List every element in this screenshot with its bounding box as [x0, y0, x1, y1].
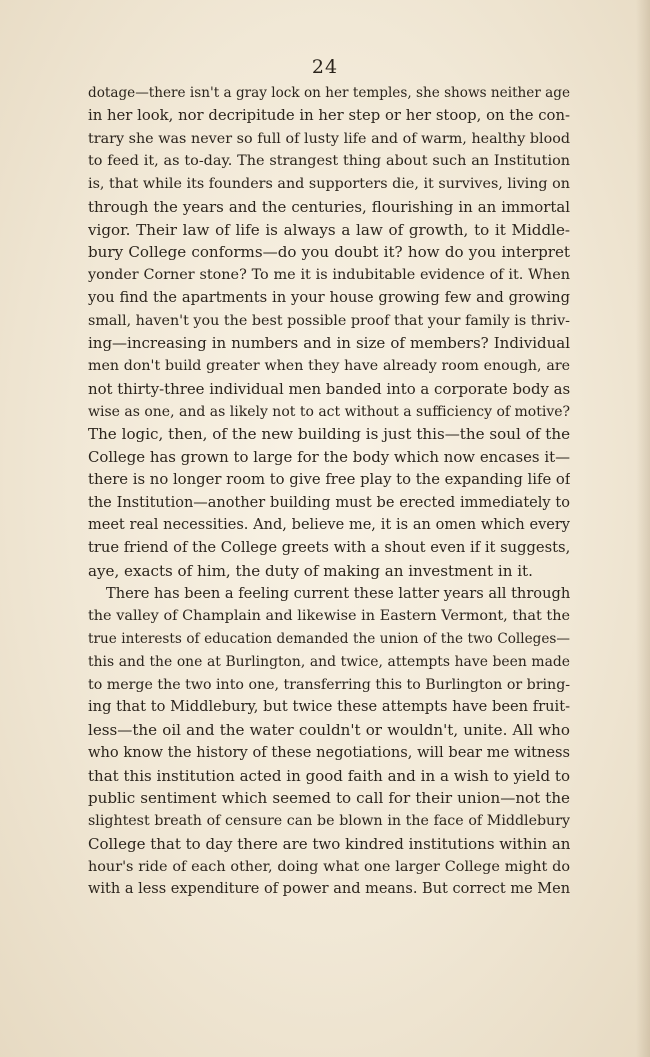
text-line: small, haven't you the best possible proof that your family is thriv- [88, 312, 570, 329]
text-line: slightest breath of censure can be blown in the face of Middlebury [88, 813, 570, 829]
text-line: who know the history of these negotiations, will bear me witness [88, 743, 570, 761]
text-line: There has been a feeling current these latter years all through [106, 584, 570, 602]
body-text [88, 82, 570, 901]
text-line: you find the apartments in your house growing few and growing [88, 288, 570, 306]
text-line: to feed it, as to-day. The strangest thing about such an Institution [88, 153, 570, 170]
text-line: less—the oil and the water couldn't or wouldn't, unite. All who [88, 721, 570, 739]
text-line: yonder Corner stone? To me it is indubitable evidence of it. When [88, 267, 570, 283]
text-line: The logic, then, of the new building is just this—the soul of the [88, 425, 570, 444]
text-line: men don't build greater when they have already room enough, are [88, 358, 570, 374]
text-line: dotage—there isn't a gray lock on her temples, she shows neither age [88, 85, 570, 101]
text-line: ing that to Middlebury, but twice these attempts have been fruit- [88, 698, 570, 716]
text-line: vigor. Their law of life is always a law of growth, to it Middle- [88, 220, 570, 239]
text-line: public sentiment which seemed to call for their union—not the [88, 789, 570, 808]
text-line: there is no longer room to give free play to the expanding life of [88, 470, 570, 488]
text-line: trary she was never so full of lusty life and of warm, healthy blood [88, 130, 570, 147]
text-line: hour's ride of each other, doing what one larger College might do [88, 858, 570, 875]
page-number: 24 [311, 56, 339, 78]
text-line: that this institution acted in good faith and in a wish to yield to [88, 766, 570, 785]
text-line: not thirty-three individual men banded into a corporate body as [88, 379, 570, 398]
text-line: true friend of the College greets with a shout even if it suggests, [88, 539, 570, 556]
page-edge-shadow [636, 0, 650, 1057]
text-line: meet real necessities. And, believe me, it is an omen which every [88, 517, 570, 534]
text-line: with a less expenditure of power and means. But correct me Men [88, 881, 570, 898]
text-line: true interests of education demanded the union of the two Colleges— [88, 631, 570, 647]
paragraph-1 [88, 82, 570, 583]
text-line: bury College conforms—do you doubt it? how do you interpret [88, 243, 570, 262]
text-line: the valley of Champlain and likewise in Eastern Vermont, that the [88, 608, 570, 625]
text-line: to merge the two into one, transferring this to Burlington or bring- [88, 676, 570, 693]
text-line: aye, exacts of him, the duty of making an investment in it. [88, 561, 533, 580]
text-line: this and the one at Burlington, and twice, attempts have been made [88, 653, 570, 670]
text-line: is, that while its founders and supporters die, it survives, living on [88, 176, 570, 192]
text-line: wise as one, and as likely not to act without a sufficiency of motive? [88, 403, 570, 420]
text-line: in her look, nor decripitude in her step or her stoop, on the con- [88, 106, 570, 124]
text-line: through the years and the centuries, flourishing in an immortal [88, 197, 570, 216]
text-line: the Institution—another building must be erected immediately to [88, 494, 570, 511]
paragraph-2 [88, 583, 570, 902]
text-line: ing—increasing in numbers and in size of members? Individual [88, 334, 570, 353]
text-line: College that to day there are two kindred institutions within an [88, 834, 570, 853]
text-line: College has grown to large for the body which now encases it— [88, 448, 570, 466]
